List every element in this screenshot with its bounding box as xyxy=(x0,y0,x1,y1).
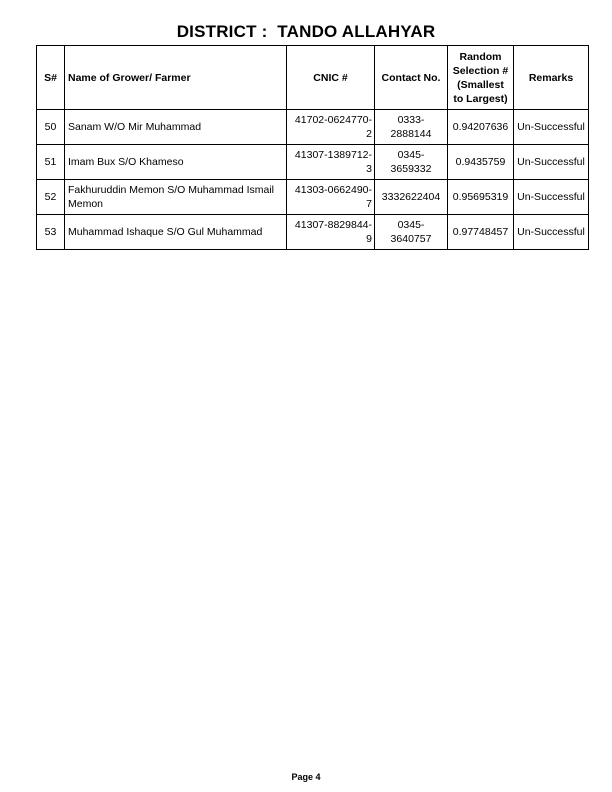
cell-cnic: 41702-0624770-2 xyxy=(287,110,375,145)
cell-sn: 51 xyxy=(37,145,65,180)
cell-sn: 50 xyxy=(37,110,65,145)
cell-sn: 52 xyxy=(37,180,65,215)
cell-contact: 3332622404 xyxy=(375,180,448,215)
cell-name: Fakhuruddin Memon S/O Muhammad Ismail Memon xyxy=(65,180,287,215)
cell-name: Sanam W/O Mir Muhammad xyxy=(65,110,287,145)
header-random-selection: Random Selection # (Smallest to Largest) xyxy=(448,46,514,110)
table-row xyxy=(37,215,589,250)
header-sn: S# xyxy=(37,46,65,110)
cell-sn: 53 xyxy=(37,215,65,250)
cell-name: Imam Bux S/O Khameso xyxy=(65,145,287,180)
cell-random: 0.94207636 xyxy=(448,110,514,145)
cell-contact: 0333-2888144 xyxy=(375,110,448,145)
table-header-row xyxy=(37,46,589,110)
cell-remarks: Un-Successful xyxy=(514,180,589,215)
table-row xyxy=(37,180,589,215)
page-title: DISTRICT : TANDO ALLAHYAR xyxy=(176,22,436,41)
header-cnic: CNIC # xyxy=(287,46,375,110)
page-number: Page 4 xyxy=(291,772,321,782)
cell-random: 0.97748457 xyxy=(448,215,514,250)
header-remarks: Remarks xyxy=(514,46,589,110)
table-row xyxy=(37,145,589,180)
cell-contact: 0345-3659332 xyxy=(375,145,448,180)
cell-remarks: Un-Successful xyxy=(514,145,589,180)
header-name: Name of Grower/ Farmer xyxy=(65,46,287,110)
header-contact: Contact No. xyxy=(375,46,448,110)
cell-cnic: 41303-0662490-7 xyxy=(287,180,375,215)
cell-contact: 0345-3640757 xyxy=(375,215,448,250)
grower-table xyxy=(36,45,589,250)
cell-remarks: Un-Successful xyxy=(514,110,589,145)
cell-random: 0.9435759 xyxy=(448,145,514,180)
cell-random: 0.95695319 xyxy=(448,180,514,215)
cell-remarks: Un-Successful xyxy=(514,215,589,250)
cell-cnic: 41307-1389712-3 xyxy=(287,145,375,180)
cell-cnic: 41307-8829844-9 xyxy=(287,215,375,250)
cell-name: Muhammad Ishaque S/O Gul Muhammad xyxy=(65,215,287,250)
table-row xyxy=(37,110,589,145)
